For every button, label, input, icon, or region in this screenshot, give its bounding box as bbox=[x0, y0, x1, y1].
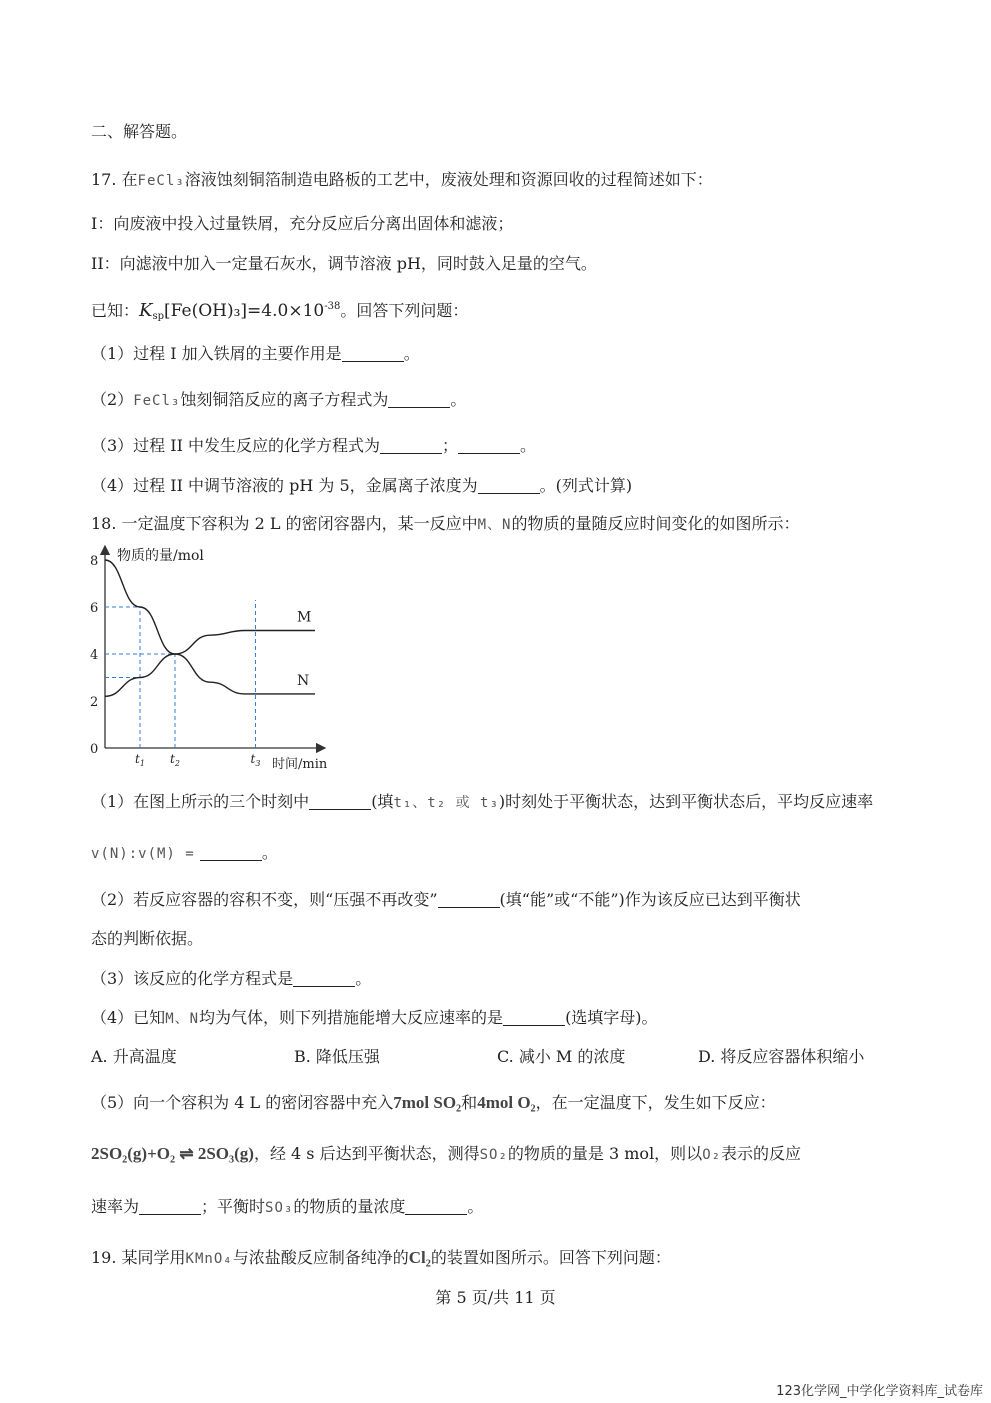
q18-part2: （2）若反应容器的容积不变，则“压强不再改变” (填“能”或“不能”)作为该反应已达到平衡状 bbox=[91, 890, 801, 909]
q17-part4: （4）过程 II 中调节溶液的 pH 为 5，金属离子浓度为 。(列式计算) bbox=[91, 476, 633, 495]
x-tick-t3: $t_3$ bbox=[250, 752, 261, 768]
q17-part3: （3）过程 II 中发生反应的化学方程式为 ； 。 bbox=[91, 436, 537, 455]
answer-blank[interactable] bbox=[139, 1198, 201, 1215]
q18-part1-rate: v(N):v(M) = 。 bbox=[91, 843, 278, 862]
q17-part1: （1）过程 I 加入铁屑的主要作用是 。 bbox=[91, 344, 420, 363]
option-c[interactable]: C. 减小 M 的浓度 bbox=[497, 1047, 626, 1066]
site-watermark: 123化学网_中学化学资料库_试卷库 bbox=[776, 1384, 983, 1399]
y-tick-label: 6 bbox=[90, 601, 99, 616]
chart-guides bbox=[105, 600, 256, 748]
q18-part5-eq: 2SO₂(g)+O₂ ⇌ 2SO₃(g)，经 4 s 后达到平衡状态，测得SO₂的物质的量是 3 mol，则以O₂表示的反应 bbox=[91, 1144, 802, 1163]
chart-lines bbox=[105, 560, 315, 696]
q18-part1: （1）在图上所示的三个时刻中 (填t₁、t₂ 或 t₃)时刻处于平衡状态，达到平衡状态后，平均反应速率 bbox=[91, 792, 874, 811]
page-footer: 第 5 页/共 11 页 bbox=[435, 1288, 556, 1307]
x-tick-sub: 3 bbox=[255, 759, 261, 768]
q18-intro: 18. 一定温度下容积为 2 L 的密闭容器内，某一反应中M、N的物质的量随反应时间变化的如图所示： bbox=[91, 514, 800, 533]
chart-labels bbox=[90, 547, 328, 772]
q18-part5-cont: 速率为 ；平衡时SO₃的物质的量浓度 。 bbox=[91, 1197, 484, 1216]
x-tick-sub: 2 bbox=[174, 759, 180, 768]
option-d[interactable]: D. 将反应容器体积缩小 bbox=[698, 1047, 865, 1066]
series-label-N: N bbox=[297, 672, 310, 689]
q17-step2: II：向滤液中加入一定量石灰水，调节溶液 pH，同时鼓入足量的空气。 bbox=[91, 254, 597, 273]
x-tick-t2: $t_2$ bbox=[170, 752, 180, 768]
series-line-M bbox=[105, 631, 315, 697]
series-label-M: M bbox=[297, 609, 312, 626]
q17-part2: （2）FeCl₃蚀刻铜箔反应的离子方程式为 。 bbox=[91, 390, 467, 409]
series-line-N bbox=[105, 560, 315, 694]
answer-blank[interactable] bbox=[380, 437, 442, 454]
x-tick-sub: 1 bbox=[139, 759, 145, 768]
q18-part2-cont: 态的判断依据。 bbox=[91, 929, 204, 948]
answer-blank[interactable] bbox=[309, 793, 371, 810]
amount-time-chart bbox=[80, 540, 350, 780]
answer-blank[interactable] bbox=[478, 477, 540, 494]
y-axis-label: 物质的量/mol bbox=[117, 548, 204, 564]
q17-step1: I：向废液中投入过量铁屑，充分反应后分离出固体和滤液； bbox=[91, 214, 514, 233]
answer-blank[interactable] bbox=[405, 1198, 467, 1215]
answer-blank[interactable] bbox=[458, 437, 520, 454]
y-tick-label: 4 bbox=[90, 648, 99, 663]
q17-known: 已知：$K_{sp}[Fe(OH)_3]=4.0\times 10^{-38}$。回答下列问题： bbox=[91, 300, 469, 322]
answer-blank[interactable] bbox=[388, 391, 450, 408]
q17-intro: 17. 在FeCl₃溶液蚀刻铜箔制造电路板的工艺中，废液处理和资源回收的过程简述如下： bbox=[91, 170, 713, 189]
answer-blank[interactable] bbox=[200, 844, 262, 861]
answer-blank[interactable] bbox=[342, 345, 404, 362]
answer-blank[interactable] bbox=[503, 1009, 565, 1026]
q19-intro: 19. 某同学用KMnO₄与浓盐酸反应制备纯净的Cl₂的装置如图所示。回答下列问题： bbox=[91, 1248, 671, 1267]
option-a[interactable]: A. 升高温度 bbox=[91, 1047, 177, 1066]
y-tick-label: 8 bbox=[90, 554, 99, 569]
y-tick-label: 2 bbox=[90, 695, 99, 710]
option-b[interactable]: B. 降低压强 bbox=[294, 1047, 380, 1066]
q18-part3: （3）该反应的化学方程式是 。 bbox=[91, 969, 372, 988]
answer-blank[interactable] bbox=[293, 970, 355, 987]
answer-blank[interactable] bbox=[438, 891, 500, 908]
chart-axes bbox=[105, 546, 325, 748]
x-tick-t1: $t_1$ bbox=[135, 752, 145, 768]
x-axis-label: 时间/min bbox=[272, 757, 328, 772]
section-title: 二、解答题。 bbox=[91, 122, 188, 141]
q18-part4: （4）已知M、N均为气体，则下列措施能增大反应速率的是 (选填字母)。 bbox=[91, 1008, 658, 1027]
q18-part5: （5）向一个容积为 4 L 的密闭容器中充入7mol SO₂和4mol O₂，在一定温度下，发生如下反应： bbox=[91, 1093, 776, 1112]
y-tick-label: 0 bbox=[90, 742, 99, 757]
